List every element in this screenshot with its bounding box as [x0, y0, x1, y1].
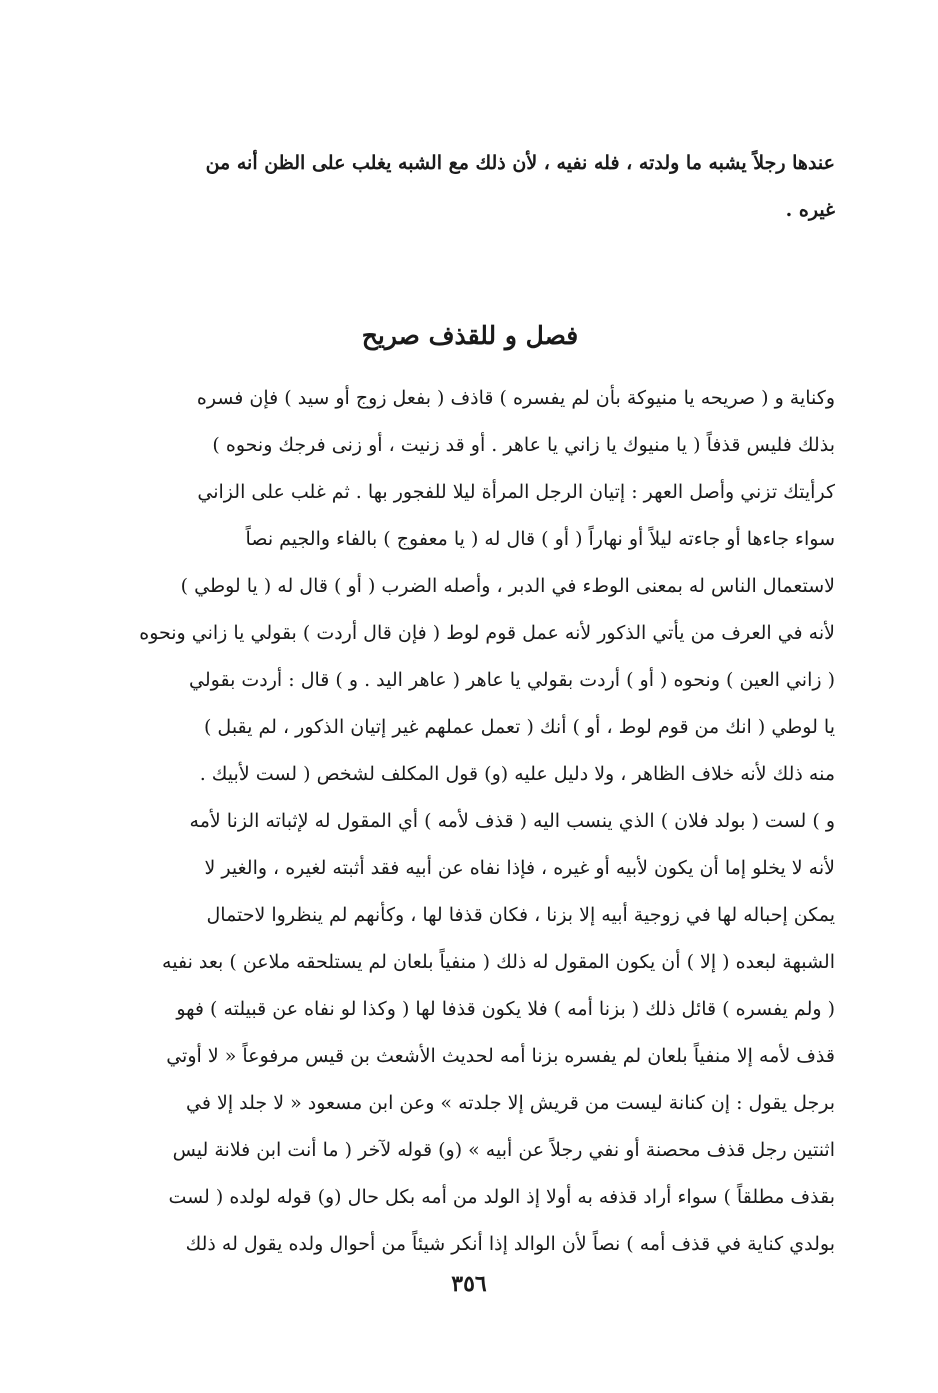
text-line: ( ولم يفسره ) قائل ذلك ( بزنا أمه ) فلا يكون قذفا لها ( وكذا لو نفاه عن قبيلته ) فهو — [176, 998, 835, 1020]
text-line: غيره . — [785, 199, 835, 221]
text-line: لأنه في العرف من يأتي الذكور لأنه عمل قوم لوط ( فإن قال أردت ) بقولي يا زاني ونحوه — [139, 622, 835, 644]
top-paragraph — [105, 140, 835, 234]
text-line: اثنتين رجل قذف محصنة أو نفي رجلاً عن أبيه » (و) قوله لآخر ( ما أنت ابن فلانة ليس — [172, 1139, 835, 1161]
text-line: بقذف مطلقاً ) سواء أراد قذفه به أولا إذ الولد من أمه بكل حال (و) قوله لولده ( لست — [168, 1186, 835, 1208]
text-line: سواء جاءها أو جاءته ليلاً أو نهاراً ( أو ) قال له ( يا معفوج ) بالفاء والجيم نصاً — [245, 528, 835, 550]
text-line: برجل يقول : إن كنانة ليست من قريش إلا جلدته » وعن ابن مسعود « لا جلد إلا في — [186, 1092, 835, 1114]
text-line: بولدي كناية في قذف أمه ) نصاً لأن الوالد إذا أنكر شيئاً من أحوال ولده يقول له ذلك — [185, 1233, 835, 1255]
text-line: يمكن إحباله لها في زوجية أبيه إلا بزنا ، فكان قذفا لها ، وكأنهم لم ينظروا لاحتمال — [206, 904, 835, 926]
text-line: و ) لست ( بولد فلان ) الذي ينسب اليه ( قذف لأمه ) أي المقول له لإثباته الزنا لأمه — [189, 810, 835, 832]
text-line: وكناية و ( صريحه يا منيوكة بأن لم يفسره ) قاذف ( بفعل زوج أو سيد ) فإن فسره — [196, 387, 835, 409]
text-line: كرأيتك تزني وأصل العهر : إتيان الرجل المرأة ليلا للفجور بها . ثم غلب على الزاني — [197, 481, 835, 503]
text-line: منه ذلك لأنه خلاف الظاهر ، ولا دليل عليه (و) قول المكلف لشخص ( لست لأبيك . — [199, 763, 835, 785]
text-line: بذلك فليس قذفاً ( يا منيوك يا زاني يا عاهر . أو قد زنيت ، أو زنى فرجك ونحوه ) — [212, 434, 835, 456]
page-number: ٣٥٦ — [451, 1271, 487, 1297]
text-line: لاستعمال الناس له بمعنى الوطء في الدبر ، وأصله الضرب ( أو ) قال له ( يا لوطي ) — [180, 575, 835, 597]
text-line: لأنه لا يخلو إما أن يكون لأبيه أو غيره ، فإذا نفاه عن أبيه فقد أثبته لغيره ، والغير لا — [204, 857, 835, 879]
body-paragraph — [105, 375, 835, 1268]
text-line: الشبهة لبعده ( إلا ) أن يكون المقول له ذلك ( منفياً بلعان لم يستلحقه ملاعن ) بعد نفيه — [162, 951, 835, 973]
text-line: قذف لأمه إلا منفياً بلعان لم يفسره بزنا أمه لحديث الأشعث بن قيس مرفوعاً « لا أوتي — [166, 1045, 835, 1067]
text-line: ( زاني العين ) ونحوه ( أو ) أردت بقولي يا عاهر ( عاهر اليد . و ) قال : أردت بقولي — [189, 669, 835, 691]
text-line: يا لوطي ( انك من قوم لوط ، أو ) أنك ( تعمل عملهم غير إتيان الذكور ، لم يقبل ) — [203, 716, 835, 738]
section-heading: فصل و للقذف صريح — [361, 321, 579, 350]
text-line: عندها رجلاً يشبه ما ولدته ، فله نفيه ، لأن ذلك مع الشبه يغلب على الظن أنه من — [205, 152, 835, 174]
